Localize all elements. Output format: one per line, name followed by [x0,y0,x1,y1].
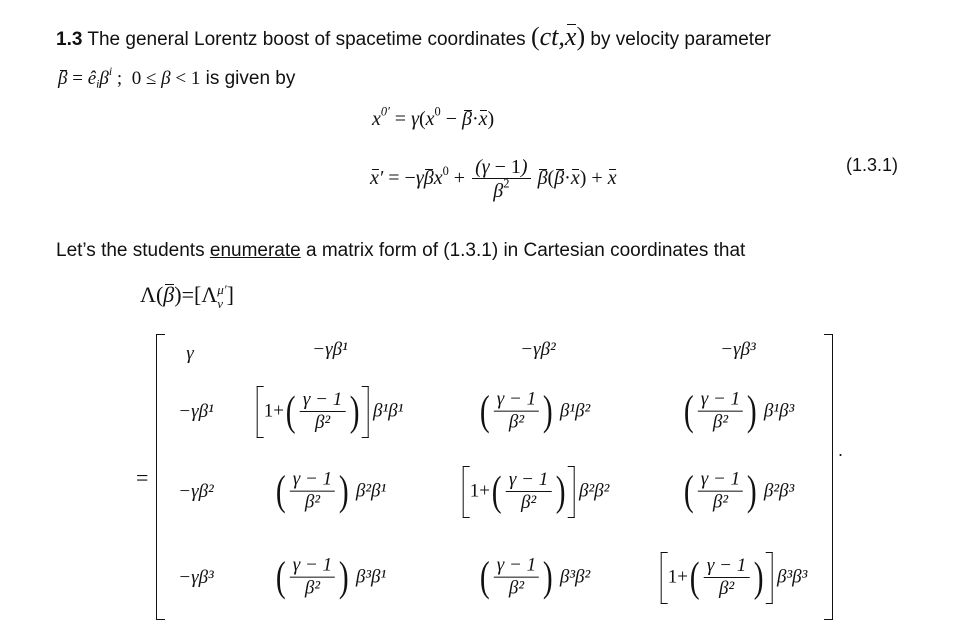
matrix-r1c1: 1+( $\frac{\gamma - 1}{\text{β²}}$ ) β¹β¹ [257,386,404,438]
matrix-r0c0: γ [186,343,194,364]
task-prefix: Let’s the students [56,240,205,261]
matrix-equals-sign: = [136,465,149,490]
matrix-r2c0: −γβ² [178,481,214,502]
matrix-r3c1: ( $\frac{\gamma - 1}{\text{β²}}$ ) β³β¹ [275,554,387,601]
matrix-right-bracket [824,334,833,620]
problem-intro-tail: by velocity parameter [590,29,771,50]
task-line [56,240,745,262]
space-boost-equation: x′ = −γβx$^0$ + $\frac{(\gamma - 1)}{\beta^2}$ β(β·x) + x [370,156,617,202]
time-boost-equation: $x^{0'} = \gamma(x^0 - \beta\cdot x)$ [372,104,495,130]
matrix-r3c3: 1+( $\frac{\gamma - 1}{\text{β²}}$ ) β³β³ [661,552,808,604]
task-underlined-word: enumerate [209,240,301,261]
problem-intro-text: The general Lorentz boost of spacetime coordinates [87,29,526,50]
matrix-r2c1: ( $\frac{\gamma - 1}{\text{β²}}$ ) β²β¹ [275,468,387,515]
gamma-minus-one-over-beta-squared: $\frac{(\gamma - 1)}{\beta^2}$ [472,156,531,203]
beta-definition-line [58,65,296,91]
matrix-left-bracket [156,334,165,620]
equation-number: (1.3.1) [846,155,899,175]
matrix-r0c3: −γβ³ [720,339,756,360]
lambda-definition: Λ(β)=[Λ μ′ ν ] [140,281,234,311]
spacetime-coordinates-expression: (ct,x) [530,22,586,51]
task-suffix: a matrix form of (1.3.1) in Cartesian coordinates that [306,240,746,261]
matrix-r3c0: −γβ³ [178,567,214,588]
problem-number: 1.3 [56,29,83,50]
matrix-r2c3: ( $\frac{\gamma - 1}{\text{β²}}$ ) β²β³ [683,468,795,515]
trailing-period: . [838,440,844,460]
problem-statement-line [56,22,771,52]
matrix-r1c2: ( $\frac{\gamma - 1}{\text{β²}}$ ) β¹β² [479,388,591,435]
beta-definition-expression: $\beta = ê_i\beta^i$ ; 0 ≤ β < 1 [58,65,201,91]
matrix-r0c2: −γβ² [520,339,556,360]
matrix-r3c2: ( $\frac{\gamma - 1}{\text{β²}}$ ) β³β² [479,554,591,601]
matrix-r0c1: −γβ¹ [312,339,348,360]
matrix-r2c2: 1+( $\frac{\gamma - 1}{\text{β²}}$ ) β²β² [463,466,610,518]
matrix-r1c0: −γβ¹ [178,401,214,422]
given-by-text: is given by [205,68,296,89]
matrix-r1c3: ( $\frac{\gamma - 1}{\text{β²}}$ ) β¹β³ [683,388,795,435]
